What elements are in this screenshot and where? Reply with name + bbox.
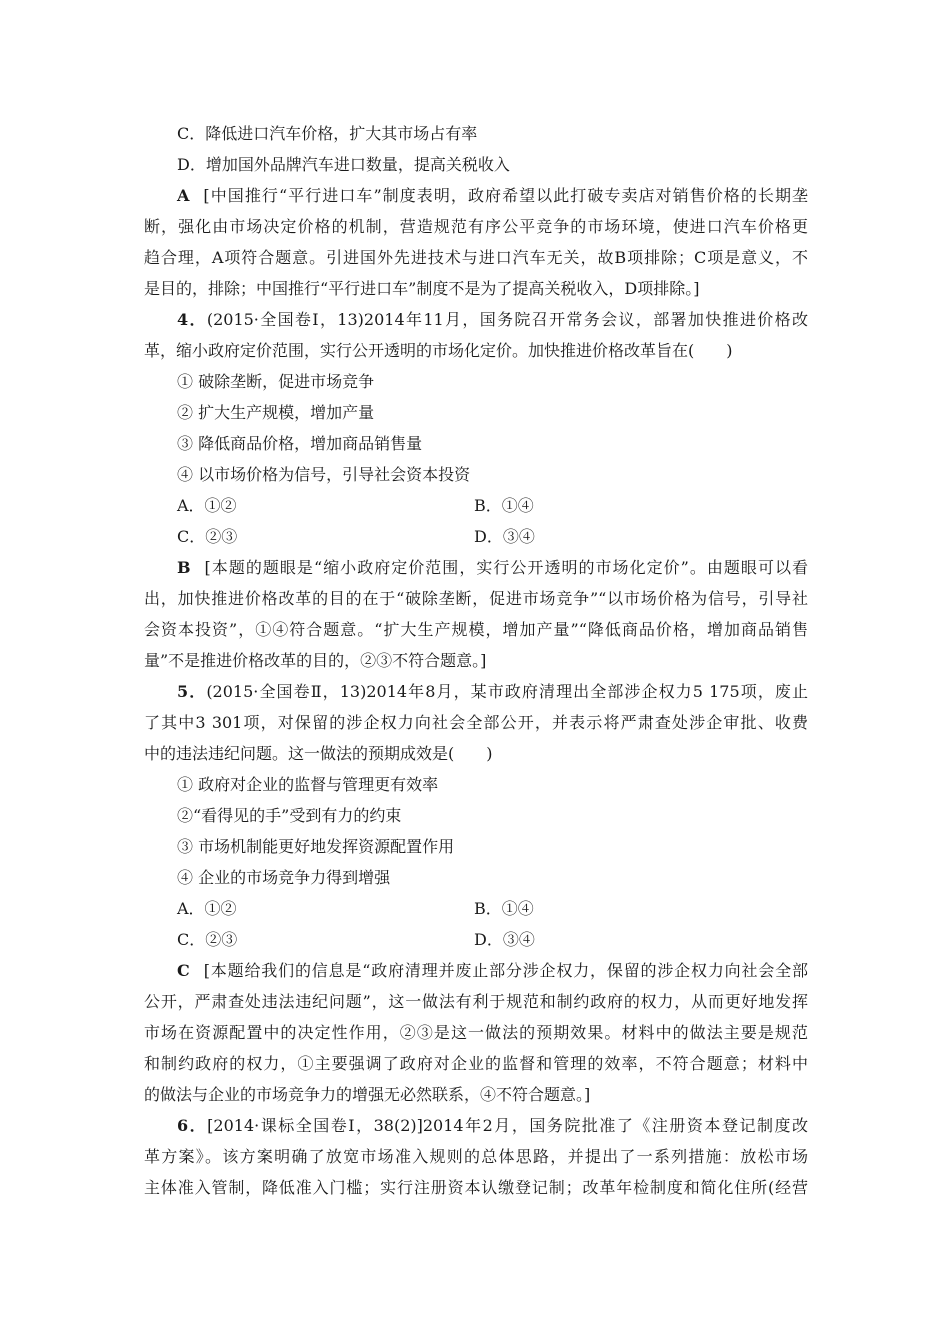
q4-option-b: B．①④ bbox=[474, 496, 534, 515]
q5-option-c: C．②③ bbox=[177, 930, 238, 949]
q5-explanation-text-1: [本题给我们的信息是“政府清理并废止部分涉企权力，保留的涉企权力向社会全部 bbox=[203, 961, 808, 980]
q5-answer-letter: C bbox=[177, 961, 190, 980]
q5-option-a: A．①② bbox=[177, 899, 237, 918]
q4-item-3: ③ 降低商品价格，增加商品销售量 bbox=[177, 434, 423, 453]
q3-explanation-line-1 bbox=[144, 180, 808, 211]
q5-stem-line-3: 中的违法违纪问题。这一做法的预期成效是( ) bbox=[144, 744, 493, 763]
q4-explanation-text-1: [本题的题眼是“缩小政府定价范围，实行公开透明的市场化定价”。由题眼可以看 bbox=[204, 558, 808, 577]
q5-explanation-line-3: 市场在资源配置中的决定性作用，②③是这一做法的预期效果。材料中的做法主要是规范 bbox=[144, 1023, 808, 1042]
q4-item-2: ② 扩大生产规模，增加产量 bbox=[177, 403, 375, 422]
q4-explanation-line-1 bbox=[144, 552, 808, 583]
q5-options-row-2 bbox=[144, 924, 808, 955]
q4-number: 4． bbox=[177, 310, 207, 329]
q4-answer-letter: B bbox=[177, 558, 191, 577]
q5-stem-text-1: (2015·全国卷Ⅱ，13)2014年8月，某市政府清理出全部涉企权力5 175项，废止 bbox=[206, 682, 808, 701]
q5-number: 5． bbox=[177, 682, 207, 701]
q4-stem-line-2: 革，缩小政府定价范围，实行公开透明的市场化定价。加快推进价格改革旨在( ) bbox=[144, 341, 733, 360]
q3-explanation-line-3: 趋合理，A项符合题意。引进国外先进技术与进口汽车无关，故B项排除；C项是意义，不 bbox=[144, 248, 808, 267]
q5-item-2: ②“看得见的手”受到有力的约束 bbox=[177, 806, 402, 825]
q3-explanation-text-1: [中国推行“平行进口车”制度表明，政府希望以此打破专卖店对销售价格的长期垄 bbox=[203, 186, 808, 205]
q5-explanation-line-1 bbox=[144, 955, 808, 986]
q4-explanation-line-2: 出，加快推进价格改革的目的在于“破除垄断，促进市场竞争”“以市场价格为信号，引导社 bbox=[144, 589, 808, 608]
q4-option-a: A．①② bbox=[177, 496, 237, 515]
q6-stem-line-1 bbox=[144, 1110, 808, 1141]
page-content bbox=[144, 118, 808, 1203]
q5-item-3: ③ 市场机制能更好地发挥资源配置作用 bbox=[177, 837, 455, 856]
q5-explanation-line-5: 的做法与企业的市场竞争力的增强无必然联系，④不符合题意。] bbox=[144, 1085, 591, 1104]
q4-option-d: D．③④ bbox=[474, 527, 535, 546]
q3-answer-letter: A bbox=[177, 186, 190, 205]
q4-stem-text-1: (2015·全国卷Ⅰ，13)2014年11月，国务院召开常务会议，部署加快推进价格改 bbox=[206, 310, 808, 329]
q4-stem-line-1 bbox=[144, 304, 808, 335]
q5-item-4: ④ 企业的市场竞争力得到增强 bbox=[177, 868, 391, 887]
q5-stem-line-1 bbox=[144, 676, 808, 707]
q6-stem-text-1: [2014·课标全国卷Ⅰ，38(2)]2014年2月，国务院批准了《注册资本登记制度改 bbox=[207, 1116, 808, 1135]
q6-stem-line-2: 革方案》。该方案明确了放宽市场准入规则的总体思路，并提出了一系列措施：放松市场 bbox=[144, 1147, 808, 1166]
q4-explanation-line-3: 会资本投资”，①④符合题意。“扩大生产规模，增加产量”“降低商品价格，增加商品销售 bbox=[144, 620, 808, 639]
q3-explanation-line-2: 断，强化由市场决定价格的机制，营造规范有序公平竞争的市场环境，使进口汽车价格更 bbox=[144, 217, 808, 236]
q6-number: 6． bbox=[177, 1116, 208, 1135]
q6-stem-line-3: 主体准入管制，降低准入门槛；实行注册资本认缴登记制；改革年检制度和简化住所(经营 bbox=[144, 1178, 808, 1197]
q5-item-1: ① 政府对企业的监督与管理更有效率 bbox=[177, 775, 439, 794]
q4-explanation-line-4: 量”不是推进价格改革的目的，②③不符合题意。] bbox=[144, 651, 487, 670]
q5-explanation-line-2: 公开，严肃查处违法违纪问题”，这一做法有利于规范和制约政府的权力，从而更好地发挥 bbox=[144, 992, 808, 1011]
q3-option-c: C．降低进口汽车价格，扩大其市场占有率 bbox=[177, 124, 478, 143]
q5-explanation-line-4: 和制约政府的权力，①主要强调了政府对企业的监督和管理的效率，不符合题意；材料中 bbox=[144, 1054, 808, 1073]
q5-stem-line-2: 了其中3 301项，对保留的涉企权力向社会全部公开，并表示将严肃查处涉企审批、收费 bbox=[144, 713, 808, 732]
q4-options-row-2 bbox=[144, 521, 808, 552]
q5-option-b: B．①④ bbox=[474, 899, 534, 918]
q4-item-4: ④ 以市场价格为信号，引导社会资本投资 bbox=[177, 465, 471, 484]
q5-option-d: D．③④ bbox=[474, 930, 535, 949]
q4-item-1: ① 破除垄断，促进市场竞争 bbox=[177, 372, 375, 391]
q4-option-c: C．②③ bbox=[177, 527, 238, 546]
q4-options-row-1 bbox=[144, 490, 808, 521]
q3-explanation-line-4: 是目的，排除；中国推行“平行进口车”制度不是为了提高关税收入，D项排除。] bbox=[144, 279, 700, 298]
q5-options-row-1 bbox=[144, 893, 808, 924]
q3-option-d: D．增加国外品牌汽车进口数量，提高关税收入 bbox=[177, 155, 510, 174]
